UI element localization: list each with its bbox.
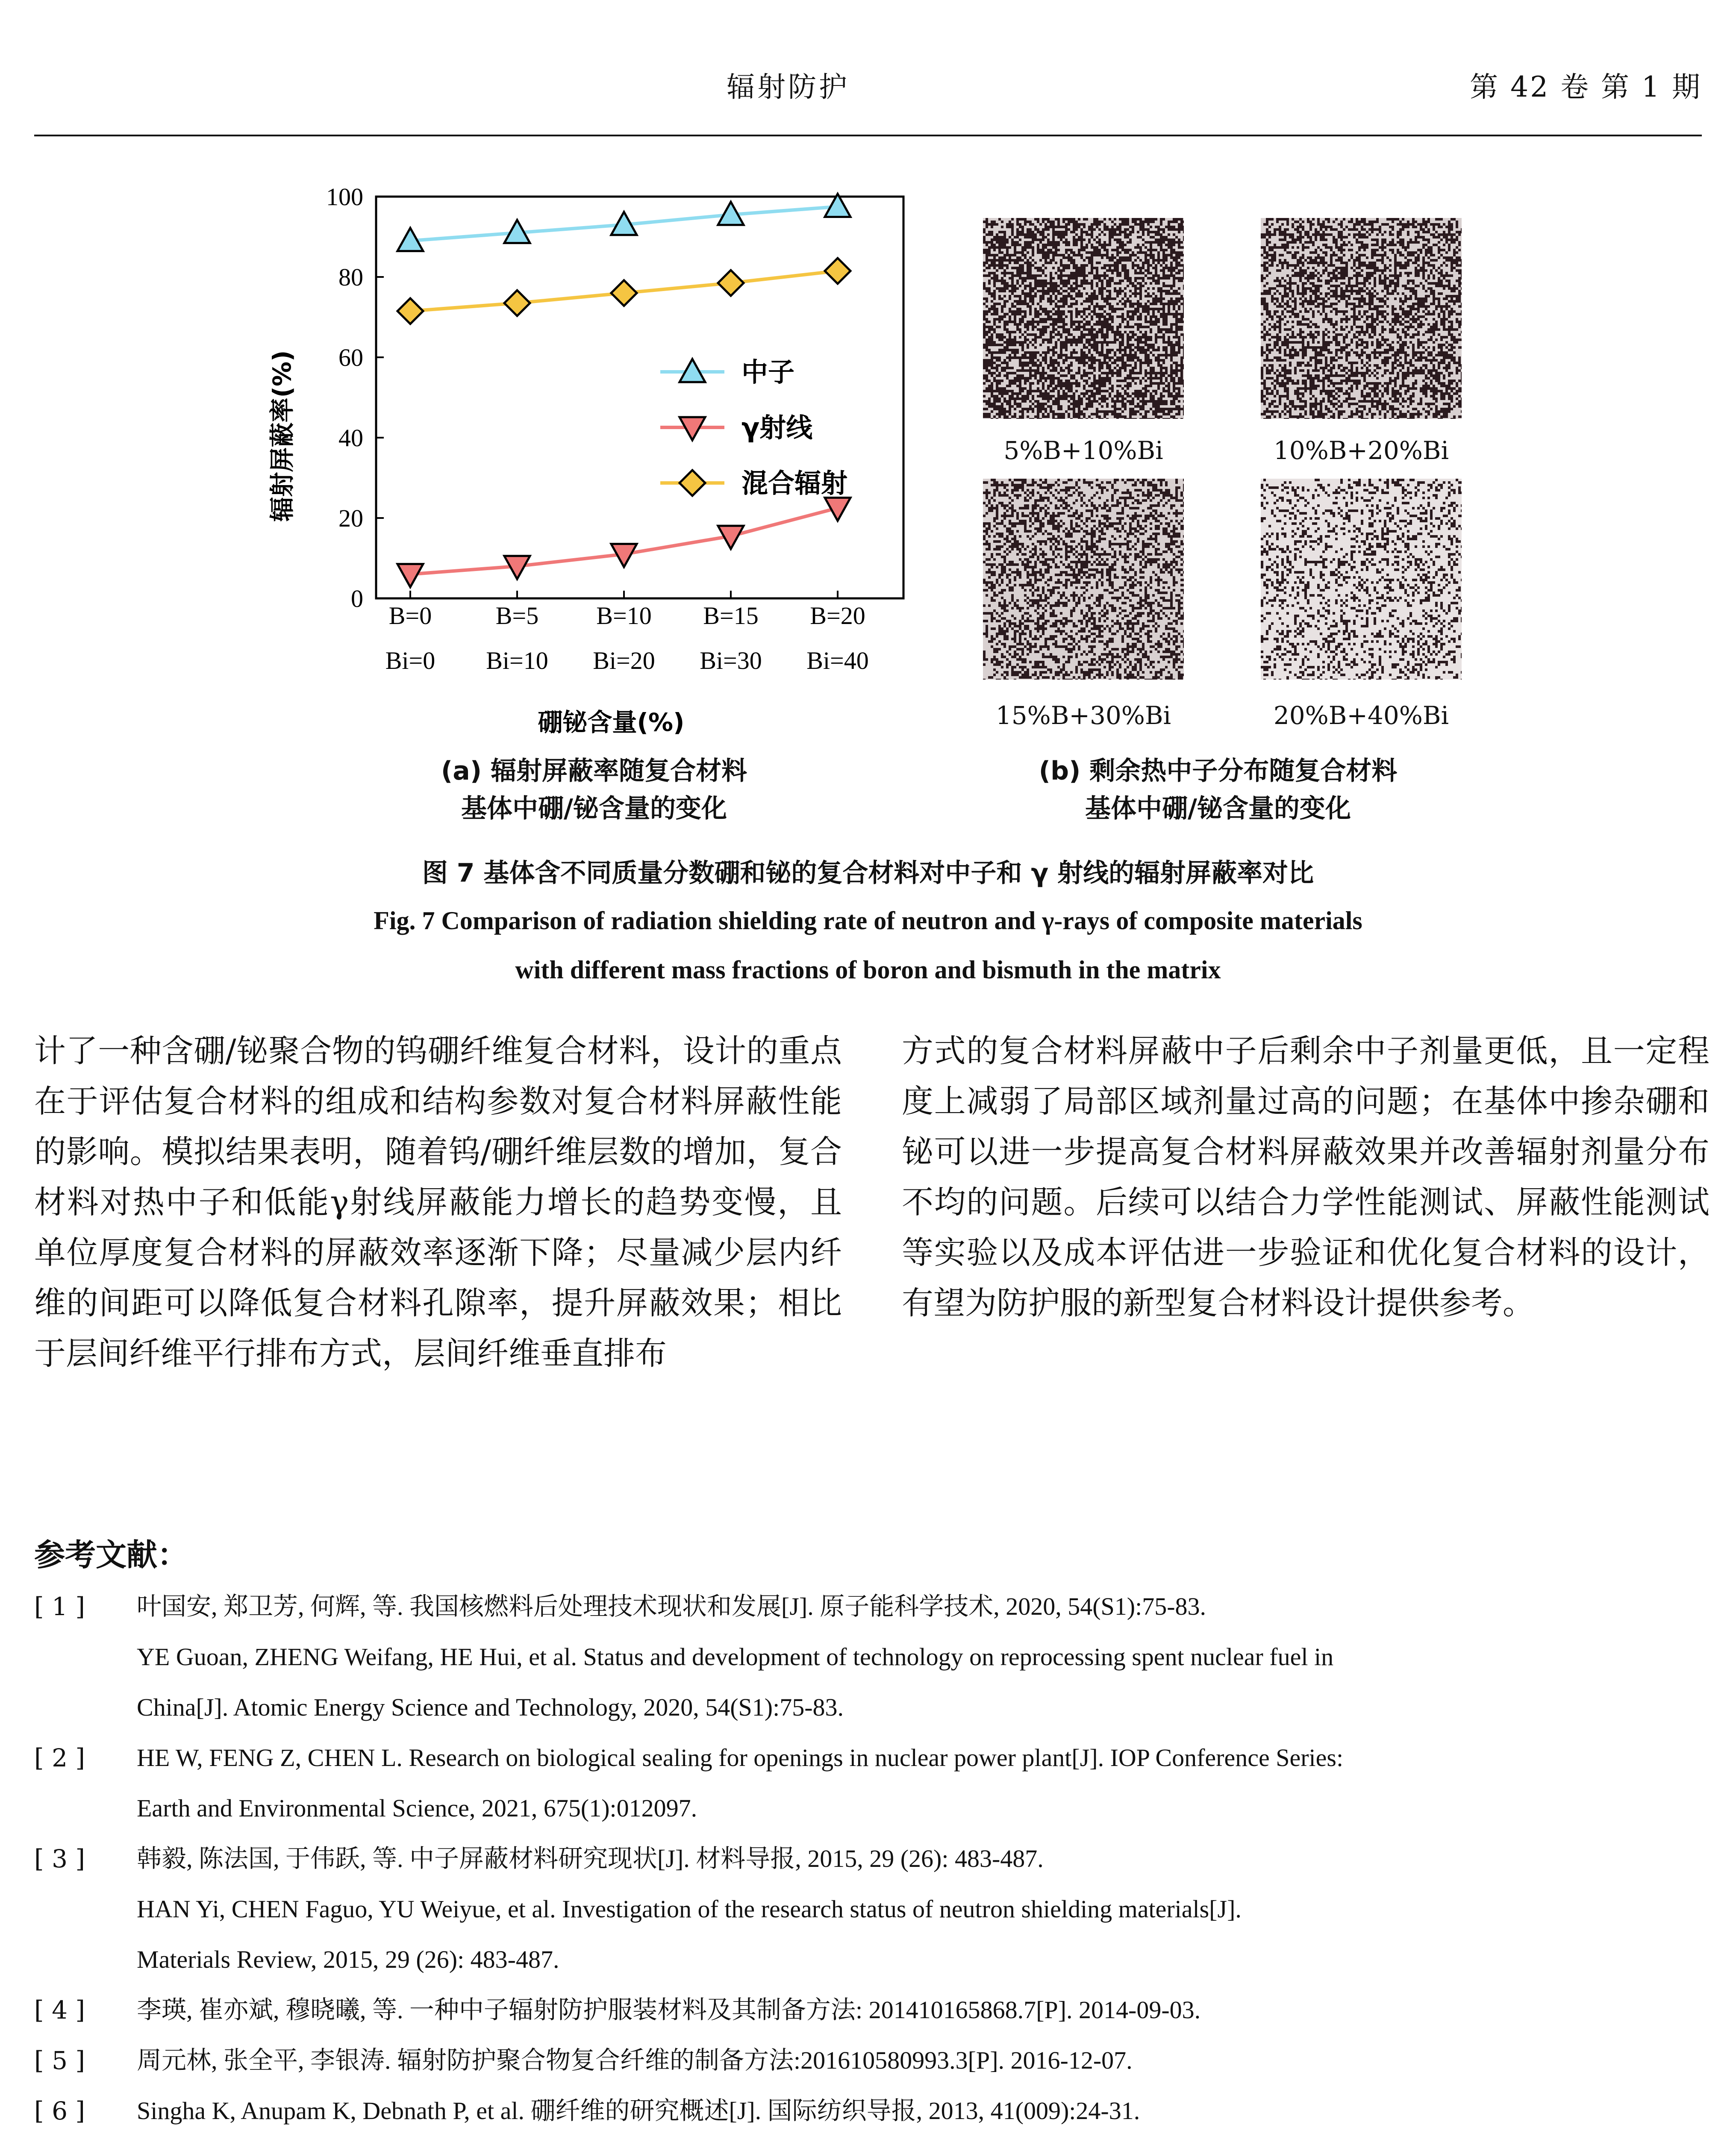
legend-label: 混合辐射 xyxy=(741,468,848,499)
chart-axes xyxy=(326,183,903,674)
chart-ylabel: 辐射屏蔽率(%) xyxy=(268,350,297,522)
reference-text xyxy=(137,2035,1735,2086)
panel-b-caption-2: 基体中硼/铋含量的变化 xyxy=(1085,794,1351,824)
panel-a-caption-1: (a) 辐射屏蔽率随复合材料 xyxy=(441,756,747,786)
y-tick-label: 20 xyxy=(338,504,363,532)
reference-line: 叶国安, 郑卫芳, 何辉, 等. 我国核燃料后处理技术现状和发展[J]. 原子能科学技术, 2020, 54(S1):75-83. xyxy=(137,1592,1206,1620)
reference-item xyxy=(34,2035,1701,2086)
issue-label: 第 42 卷 第 1 期 xyxy=(1470,71,1702,103)
body-text-left: 计了一种含硼/铋聚合物的钨硼纤维复合材料，设计的重点在于评估复合材料的组成和结构参数对复合材料屏蔽性能的影响。模拟结果表明，随着钨/硼纤维层数的增加，复合材料对热中子和低能γ射线屏蔽能力增长的趋势变慢，且单位厚度复合材料的屏蔽效率逐渐下降；尽量减少层内纤维的间距可以降低复合材料孔隙率，提升屏蔽效果；相比于层间纤维平行排布方式，层间纤维垂直排布 xyxy=(34,1033,842,1372)
reference-text xyxy=(137,1834,1735,1985)
reference-number: [ 2 ] xyxy=(34,1743,85,1772)
reference-line: China[J]. Atomic Energy Science and Technology, 2020, 54(S1):75-83. xyxy=(137,1693,844,1721)
y-tick-label: 40 xyxy=(338,424,363,452)
x-tick-label: B=5 xyxy=(495,602,539,630)
data-point xyxy=(825,258,850,284)
reference-text xyxy=(137,1733,1735,1834)
reference-text xyxy=(137,1985,1735,2035)
legend-label: 中子 xyxy=(741,356,795,388)
data-point xyxy=(397,298,423,324)
reference-number: [ 5 ] xyxy=(34,2046,85,2075)
shielding-rate-chart xyxy=(239,171,906,735)
panel-a-caption-2: 基体中硼/铋含量的变化 xyxy=(461,794,727,824)
figure-caption-en-2: with different mass fractions of boron and bismuth in the matrix xyxy=(515,956,1221,984)
body-text-right: 方式的复合材料屏蔽中子后剩余中子剂量更低，且一定程度上减弱了局部区域剂量过高的问题；在基体中掺杂硼和铋可以进一步提高复合材料屏蔽效果并改善辐射剂量分布不均的问题。后续可以结合力学性能测试、屏蔽性能测试等实验以及成本评估进一步验证和优化复合材料的设计，有望为防护服的新型复合材料设计提供参考。 xyxy=(902,1033,1710,1322)
reference-item xyxy=(34,2086,1701,2137)
distribution-label-4: 20%B+40%Bi xyxy=(1273,701,1449,730)
journal-title: 辐射防护 xyxy=(727,71,850,103)
series-3 xyxy=(397,258,850,324)
reference-number: [ 3 ] xyxy=(34,1844,85,1873)
reference-number: [ 4 ] xyxy=(34,1996,85,2025)
distribution-label-1: 5%B+10%Bi xyxy=(1003,436,1163,465)
x-tick-label: Bi=10 xyxy=(486,647,548,674)
x-tick-label: B=20 xyxy=(810,602,865,630)
reference-line: Singha K, Anupam K, Debnath P, et al. 硼纤维的研究概述[J]. 国际纺织导报, 2013, 41(009):24-31. xyxy=(137,2097,1140,2125)
distribution-label-2: 10%B+20%Bi xyxy=(1273,436,1449,465)
chart-legend xyxy=(660,356,847,499)
x-tick-label: B=0 xyxy=(388,602,432,630)
x-tick-label: Bi=40 xyxy=(806,647,869,674)
reference-text xyxy=(137,1581,1735,1733)
y-tick-label: 0 xyxy=(351,585,363,612)
data-point xyxy=(504,290,530,316)
data-point xyxy=(611,280,637,306)
legend-marker xyxy=(680,470,705,496)
x-tick-label: B=10 xyxy=(596,602,652,630)
series-1 xyxy=(397,194,850,251)
reference-line: Earth and Environmental Science, 2021, 675(1):012097. xyxy=(137,1794,697,1822)
y-tick-label: 60 xyxy=(338,344,363,371)
reference-line: 韩毅, 陈法国, 于伟跃, 等. 中子屏蔽材料研究现状[J]. 材料导报, 2015, 29 (26): 483-487. xyxy=(137,1845,1044,1872)
x-tick-label: Bi=0 xyxy=(385,647,435,674)
legend-label: γ射线 xyxy=(741,412,813,443)
figure-caption-cn: 图 7 基体含不同质量分数硼和铋的复合材料对中子和 γ 射线的辐射屏蔽率对比 xyxy=(422,858,1314,888)
page-header xyxy=(0,0,1736,141)
reference-line: Materials Review, 2015, 29 (26): 483-487. xyxy=(137,1946,559,1973)
reference-line: 周元林, 张全平, 李银涛. 辐射防护聚合物复合纤维的制备方法:201610580993.3[P]. 2016-12-07. xyxy=(137,2046,1133,2074)
distribution-map-4 xyxy=(1261,479,1462,680)
figure-caption-en-1: Fig. 7 Comparison of radiation shielding rate of neutron and γ-rays of composite materials xyxy=(374,907,1362,935)
series-2 xyxy=(397,498,850,587)
reference-item xyxy=(34,1733,1701,1834)
distribution-map-3 xyxy=(983,479,1184,680)
chart-series xyxy=(397,194,850,587)
x-tick-label: Bi=30 xyxy=(700,647,762,674)
data-point xyxy=(397,564,423,587)
reference-line: YE Guoan, ZHENG Weifang, HE Hui, et al. Status and development of technology on reprocessing spent nuclear fuel in xyxy=(137,1643,1334,1671)
reference-item xyxy=(34,1985,1701,2035)
references-heading: 参考文献： xyxy=(34,1537,188,1573)
reference-line: 李瑛, 崔亦斌, 穆晓曦, 等. 一种中子辐射防护服装材料及其制备方法: 201410165868.7[P]. 2014-09-03. xyxy=(137,1996,1201,2024)
x-tick-label: B=15 xyxy=(703,602,759,630)
reference-line: HE W, FENG Z, CHEN L. Research on biological sealing for openings in nuclear power plant[J]. IOP Conference Series: xyxy=(137,1744,1344,1772)
reference-number: [ 1 ] xyxy=(34,1592,85,1621)
y-tick-label: 80 xyxy=(338,263,363,291)
distribution-map-1 xyxy=(983,218,1184,419)
plot-frame xyxy=(376,197,903,598)
header-rule xyxy=(34,135,1702,136)
distribution-label-3: 15%B+30%Bi xyxy=(995,701,1171,730)
panel-b-caption-1: (b) 剩余热中子分布随复合材料 xyxy=(1039,756,1398,786)
distribution-map-2 xyxy=(1261,218,1462,419)
reference-item xyxy=(34,1834,1701,1985)
reference-line: HAN Yi, CHEN Faguo, YU Weiyue, et al. Investigation of the research status of neutron shielding materials[J]. xyxy=(137,1895,1242,1923)
reference-item xyxy=(34,1581,1701,1733)
chart-xlabel: 硼铋含量(%) xyxy=(538,708,685,735)
reference-number: [ 6 ] xyxy=(34,2096,85,2125)
y-tick-label: 100 xyxy=(326,183,363,211)
x-tick-label: Bi=20 xyxy=(593,647,655,674)
reference-text xyxy=(137,2086,1735,2137)
data-point xyxy=(718,270,744,296)
